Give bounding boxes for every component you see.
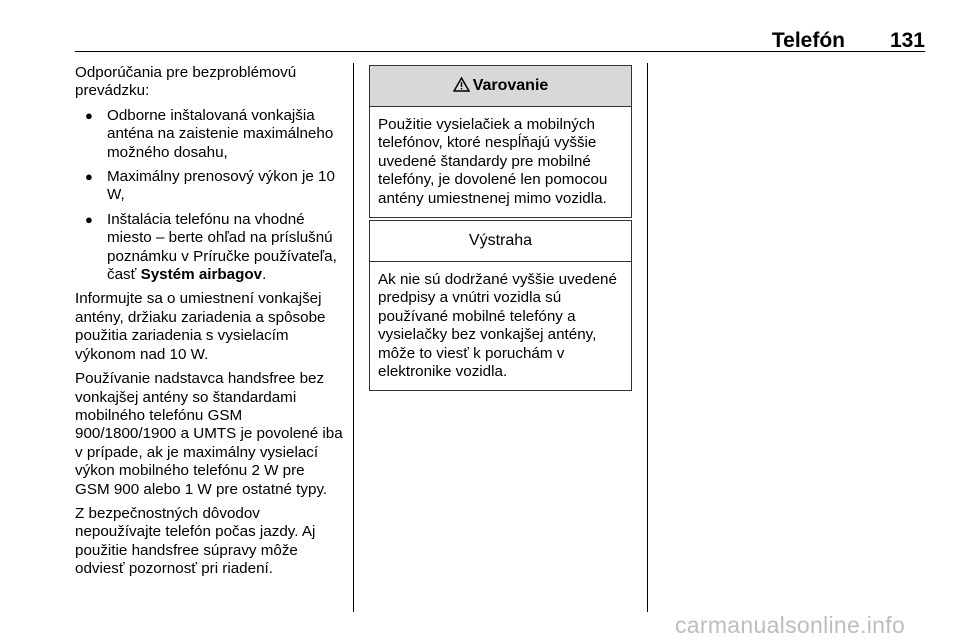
intro-paragraph: Odporúčania pre bezproblémovú prevádzku: — [75, 64, 297, 100]
bullet-icon: ● — [85, 211, 93, 227]
body-paragraph: Používanie nadstavca handsfree bez vonkajšej antény so štandardami mobilného telefónu GSM 900/1800/1900 a UMTS je povolené iba v prípade, ak je maximálny vysielací výkon mobilného telefónu 2 W pre GSM 900 alebo 1 W pre ostatné typy. — [75, 370, 343, 498]
watermark: carmanualsonline.info — [675, 612, 906, 638]
warning-box-text: Použitie vysielačiek a mobilných telefónov, ktoré nespĺňajú vyššie uvedené štandardy pre mobilné telefóny, je dovolené len pomocou antény umiestnenej mimo vozidla. — [378, 116, 608, 207]
body-paragraph: Informujte sa o umiestnení vonkajšej antény, držiaku zariadenia a spôsobe použitia zariadenia s vysielacím výkonom nad 10 W. — [75, 290, 326, 363]
warning-triangle-icon — [453, 77, 470, 92]
page-title: Telefón — [771, 29, 845, 52]
warning-box-header — [370, 66, 631, 107]
page-number: 131 — [889, 29, 925, 52]
column-divider-1 — [353, 63, 354, 612]
cross-reference-link[interactable]: Systém airbagov — [140, 266, 263, 284]
list-item — [75, 211, 343, 285]
caution-box — [369, 220, 632, 391]
caution-box-title: Výstraha — [468, 232, 533, 249]
caution-box-header — [370, 221, 631, 262]
list-item-end: . — [262, 266, 267, 284]
column-divider-2 — [647, 63, 648, 612]
warning-box — [369, 65, 632, 218]
caution-box-text: Ak nie sú dodržané vyššie uvedené predpisy a vnútri vozidla sú používané mobilné telefóny a vysielačky bez vonkajšej antény, môže to viesť k poruchám v elektronike vozidla. — [378, 271, 617, 381]
bullet-icon: ● — [85, 169, 93, 185]
list-item-text: Odborne inštalovaná vonkajšia anténa na zaistenie maximálneho možného dosahu, — [107, 106, 334, 161]
body-paragraph: Z bezpečnostných dôvodov nepoužívajte telefón počas jazdy. Aj použitie handsfree súpravy môže odviesť pozornosť pri riadení. — [75, 504, 316, 578]
list-item-text: Inštalácia telefónu na vhodné miesto – berte ohľad na príslušnú poznámku v Príručke používateľa, časť — [107, 210, 337, 284]
list-item — [75, 168, 343, 205]
recommendation-list — [75, 107, 343, 285]
warning-box-title: Varovanie — [472, 77, 549, 94]
list-item-text: Maximálny prenosový výkon je 10 W, — [107, 168, 335, 204]
bullet-icon: ● — [85, 107, 93, 123]
text-column — [75, 64, 343, 585]
header-divider — [75, 51, 925, 52]
list-item — [75, 107, 343, 162]
